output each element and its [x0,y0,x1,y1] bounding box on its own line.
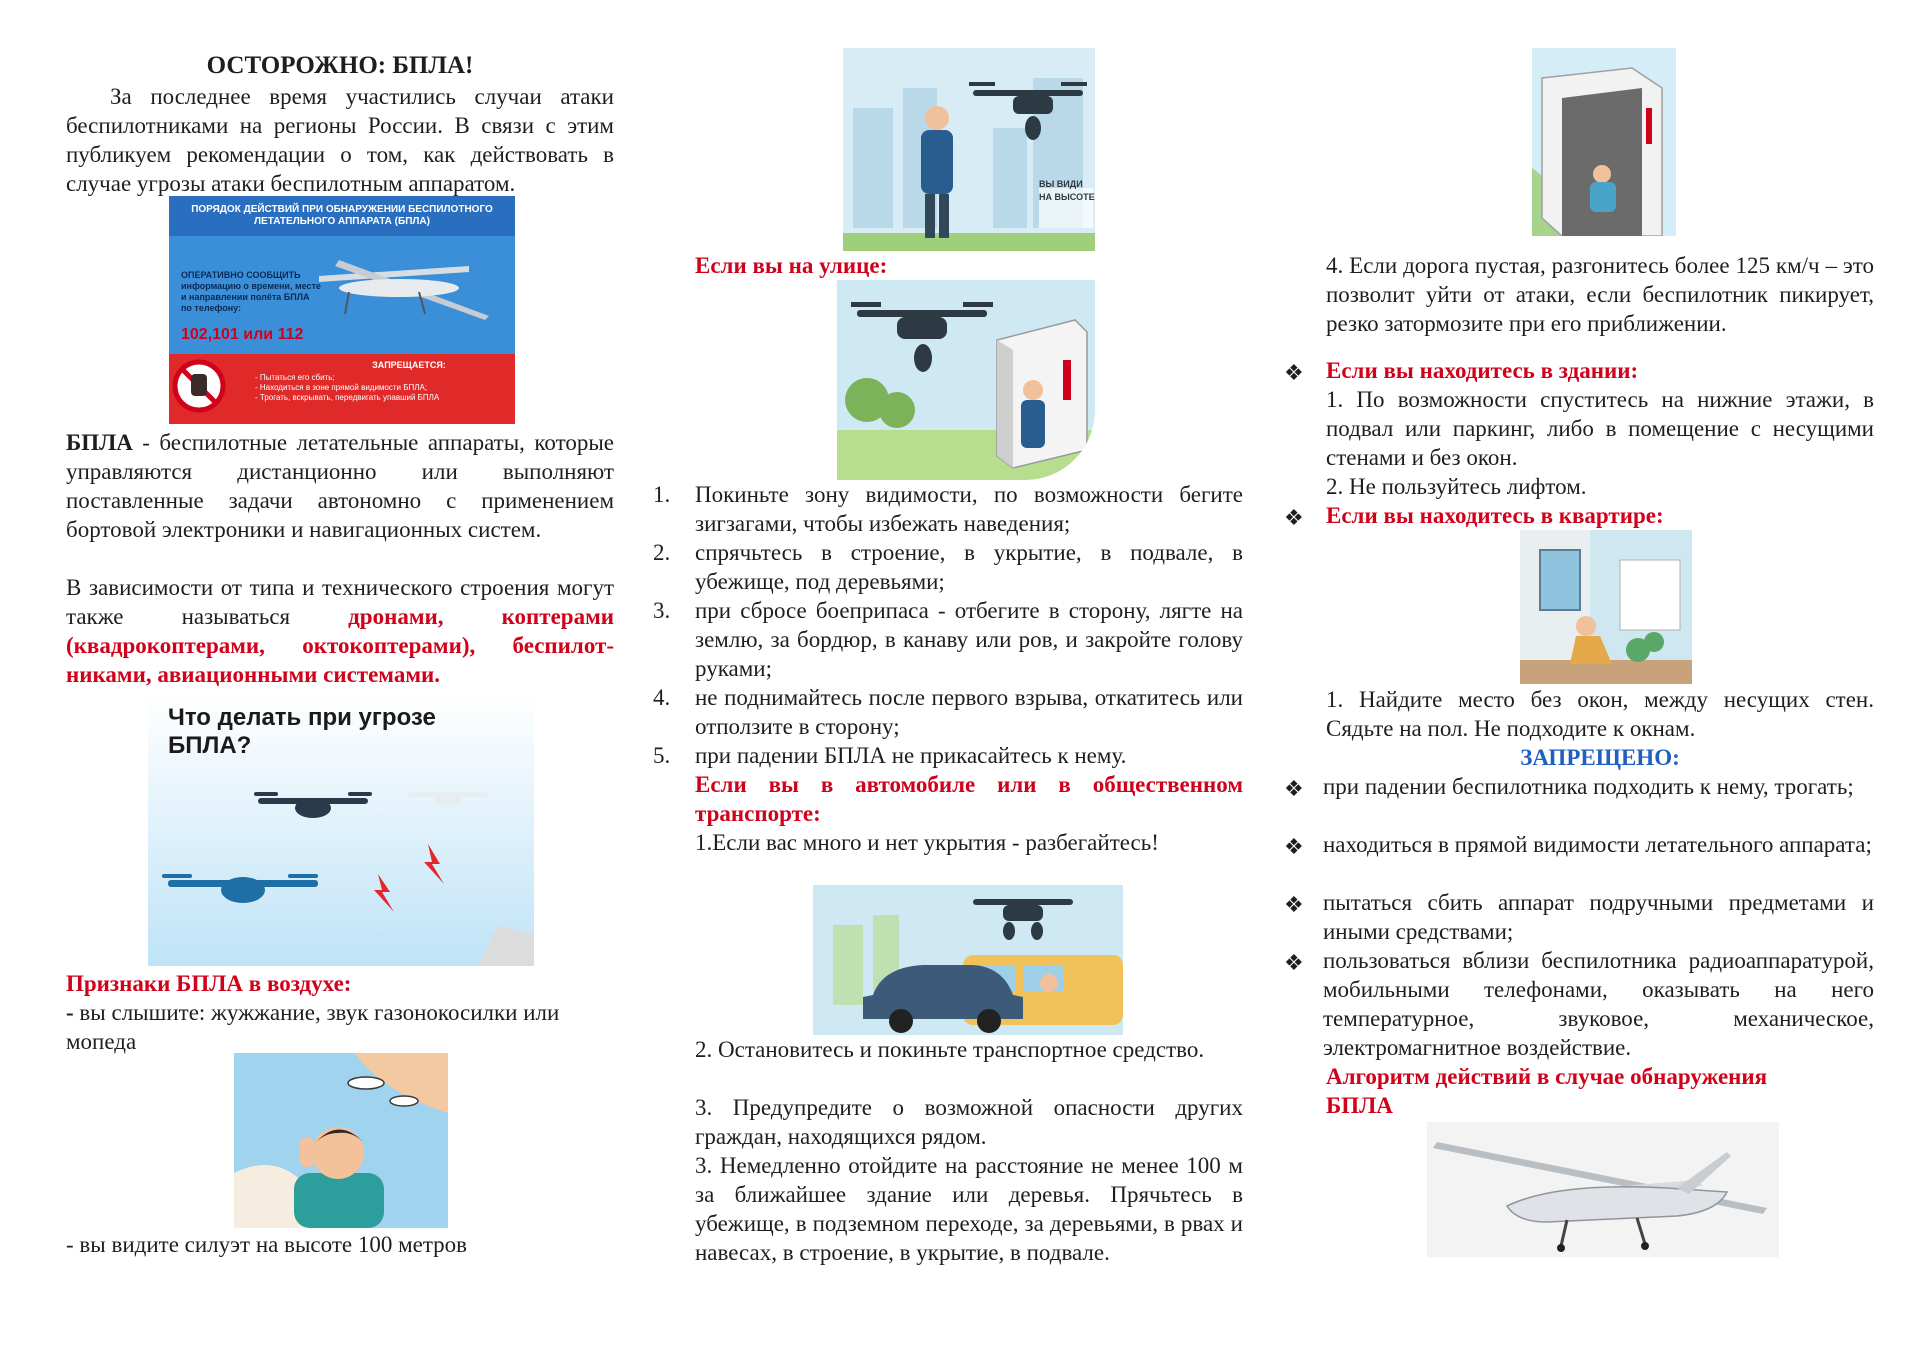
sign-hearing [66,998,614,1056]
car-step-3: 3. Предупредите о возможной опасности других граждан, находящихся рядом. [695,1095,1243,1149]
forbidden-item-text: пользоваться вблизи беспилотника радиоаппаратурой, мобильными телефонами, оказывать на него температурное, звуковое, механическое, электромагнитное воздействие. [1323,948,1874,1060]
street-list-item [653,596,1243,683]
street-list-number: 1. [653,482,671,507]
definition-paragraph [66,428,614,544]
names-lead: В зависимости от типа и технического строения могут также называться [66,575,614,629]
forbidden-heading: ЗАПРЕЩЕНО: [1520,745,1680,770]
bullet-icon: ❖ [1284,950,1304,975]
building-step-1: 1. По возможности спуститесь на нижние этажи, в подвал или паркинг, либо в помещение с несущими стенами и без окон. [1326,387,1874,470]
hiding-from-drone-illustration [837,280,1095,480]
street-list-item [653,683,1243,741]
poster-forbidden-1: - Пытаться его сбить; [255,373,335,382]
car-and-bus-illustration [813,885,1123,1035]
street-heading: Если вы на улице: [695,253,888,278]
action-poster-image [169,196,515,424]
street-list-item [653,538,1243,596]
flat-step-1: 1. Найдите место без окон, между несущих стен. Сядьте на пол. Не подходите к окнам. [1326,687,1874,741]
forbidden-item [1284,830,1874,888]
forbidden-item [1284,888,1874,946]
threat-illustration-title: Что делать при угрозе БПЛА? [168,704,436,759]
poster-forbidden-title: ЗАПРЕЩАЕТСЯ: [372,360,446,370]
definition-term: БПЛА [66,430,133,455]
building-step-2: 2. Не пользуйтесь лифтом. [1326,474,1587,499]
poster-forbidden-2: - Находиться в зоне прямой видимости БПЛА; [255,383,428,392]
street-list-item [653,480,1243,538]
apartment-illustration [1520,530,1692,684]
person-sees-drone-illustration [843,48,1095,251]
uav-photo [1427,1122,1779,1257]
shelter-illustration [1532,48,1676,236]
car-step-5: 4. Если дорога пустая, разгонитесь более 125 км/ч – это позволит уйти от атаки, если беспилотник пикирует, резко затормозите при его приближении. [1326,253,1874,336]
forbidden-item [1284,772,1874,830]
street-list-text: при сбросе боеприпаса - отбегите в сторону, лягте на землю, за бордюр, в канаву или ров, и закройте голову руками; [695,598,1243,681]
street-list-number: 4. [653,685,671,710]
street-list-number: 2. [653,540,671,565]
car-heading: Если вы в автомобиле или в общественном транспорте: [695,772,1243,826]
sign-seeing: - вы видите силуэт на высоте 100 метров [66,1232,468,1257]
street-list-number: 5. [653,743,671,768]
street-list-text: при падении БПЛА не прикасайтесь к нему. [695,743,1127,768]
leaflet-title: ОСТОРОЖНО: БПЛА! [206,52,474,79]
car-step-4: 3. Немедленно отойдите на расстояние не менее 100 м за ближайшее здание или деревья. Прячьтесь в убежище, в подземном переходе, за деревьями, в рвах и навесах, в строение, в укрытие, в подвале. [695,1153,1243,1265]
building-heading: Если вы находитесь в здании: [1326,358,1639,383]
bullet-icon: ❖ [1284,776,1304,801]
bullet-icon: ❖ [1284,892,1304,917]
bullet-icon: ❖ [1284,505,1304,530]
signs-heading: Признаки БПЛА в воздухе: [66,971,352,996]
street-list-text: не поднимайтесь после первого взрыва, откатитесь или отползите в сторону; [695,685,1243,739]
street-list-item [653,741,1243,770]
listening-person-illustration [234,1053,448,1228]
flat-heading: Если вы находитесь в квартире: [1326,503,1664,528]
forbidden-item-text: при падении беспилотника подходить к нему, трогать; [1323,774,1854,799]
intro-paragraph: За последнее время участились случаи атаки беспилотниками на регионы России. В связи с этим публикуем рекомендации о том, как действовать в случае угрозы атаки беспилотным аппаратом. [66,84,614,196]
definition-text: - беспилотные летательные аппараты, которые управляются дистанционно или выполняют поставленные задачи автономно с применением бортовой электроники и навигационных систем. [66,430,614,542]
poster-phones: 102,101 или 112 [181,326,304,343]
street-list-number: 3. [653,598,671,623]
sign-hearing-dash: - [66,1000,74,1025]
bullet-icon: ❖ [1284,360,1304,385]
bullet-icon: ❖ [1284,834,1304,859]
names-paragraph [66,573,614,689]
forbidden-item-text: находиться в прямой видимости летательного аппарата; [1323,832,1872,857]
names-list: дронами, коптерами (квадрокоптерами, октокоптерами), беспилотниками, авиационными системами. [66,604,614,687]
forbidden-item-text: пытаться сбить аппарат подручными предметами и иными средствами; [1323,890,1874,944]
car-step-2: 2. Остановитесь и покиньте транспортное средство. [695,1037,1205,1062]
poster-forbidden-3: - Трогать, вскрывать, передвигать упавший БПЛА [255,393,440,402]
street-list-text: Покиньте зону видимости, по возможности бегите зигзагами, чтобы избежать наведения; [695,482,1243,536]
poster-report-text: ОПЕРАТИВНО СООБЩИТЬ информацию о времени, месте и направлении полёта БПЛА по телефону: [181,270,321,313]
forbidden-item [1284,946,1874,1062]
sign-hearing-text: вы слышите: жужжание, звук газонокосилки или мопеда [66,1000,560,1054]
illustration-caption: ВЫ ВИДИ НА ВЫСОТЕ [1039,179,1095,202]
threat-illustration [148,694,534,966]
poster-heading: ПОРЯДОК ДЕЙСТВИЙ ПРИ ОБНАРУЖЕНИИ БЕСПИЛОТНОГО ЛЕТАТЕЛЬНОГО АППАРАТА (БПЛА) [191,204,493,227]
car-step-1: 1.Если вас много и нет укрытия - разбегайтесь! [695,830,1159,855]
street-list-text: спрячьтесь в строение, в укрытие, в подвале, в убежище, под деревьями; [695,540,1243,594]
algorithm-heading: Алгоритм действий в случае обнаружения БПЛА [1326,1064,1768,1118]
